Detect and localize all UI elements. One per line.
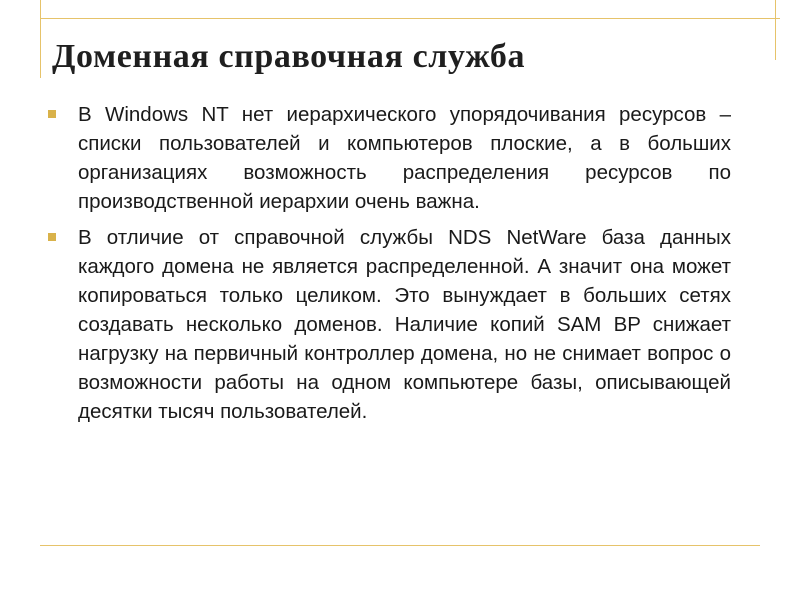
square-bullet-icon — [48, 233, 56, 241]
bullet-text: В отличие от справочной службы NDS NetWare база данных каждого домена не является распределенной. А значит она может копироваться только целиком. Это вынуждает в больших сетях создавать несколько доменов. Наличие копий SAM BP снижает нагрузку на первичный контроллер домена, но не снимает вопрос о возможности работы на одном компьютере базы, описывающей десятки тысяч пользователей. — [78, 226, 731, 423]
bullet-text: В Windows NT нет иерархического упорядочивания ресурсов – списки пользователей и компьютеров плоские, а в больших организациях возможность распределения ресурсов по производственной иерархии очень важна. — [78, 103, 731, 213]
bullet-item — [48, 100, 748, 216]
frame-top-line — [40, 18, 780, 19]
square-bullet-icon — [48, 110, 56, 118]
frame-left-line — [40, 0, 41, 78]
bullet-item — [48, 223, 748, 426]
slide-title: Доменная справочная служба — [52, 38, 526, 75]
frame-bottom-line — [40, 545, 760, 546]
bullet-list — [48, 100, 748, 433]
frame-right-line — [775, 0, 776, 60]
